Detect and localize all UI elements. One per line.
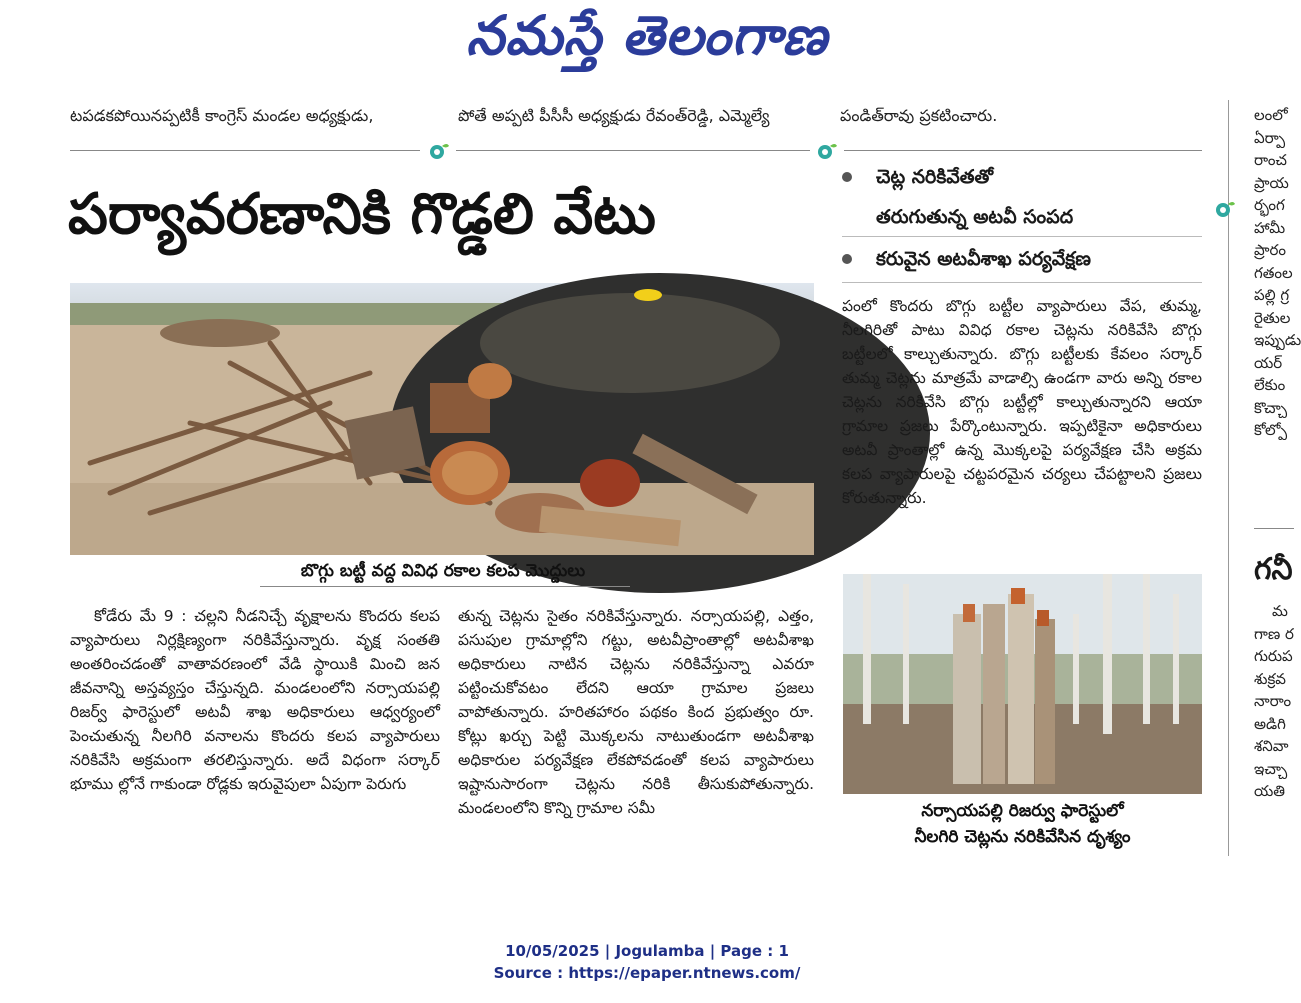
adjacent-article-headline: గనీ [1254,552,1293,587]
newspaper-title: నమస్తే తెలంగాణ [466,4,828,67]
footer-source-link[interactable]: Source : https://epaper.ntnews.com/ [493,964,801,982]
previous-story-col2: పోతే అప్పటి పీసీసీ అధ్యక్షుడు రేవంత్‌రెడ్డి, ఎమ్మెల్యే [458,106,770,125]
previous-story-col3: పండిత్‌రావు ప్రకటించారు. [840,106,998,125]
article-body-col3: పంలో కొందరు బొగ్గు బట్టీల వ్యాపారులు వేప, తుమ్మ, నీలగిరితో పాటు వివిధ రకాల చెట్లను నరికివేసి బొగ్గు బట్టీలలో కాల్చుతున్నారు. బొగ్గు బట్టీలకు కేవలం సర్కార్ తుమ్మ చెట్లను మాత్రమే వాడాల్సి ఉండగా వారు అన్ని రకాల చెట్లను నరికివేసి బొగ్గు బట్టీల్లో కాల్చుతున్నారని ఆయా గ్రామాల ప్రజలు పేర్కొంటున్నారు. ఇప్పటికైనా అధికారులు అటవీ ప్రాంతాల్లో ఉన్న మొక్కలపై పర్యవేక్షణ చేసి అక్రమ కలప వ్యాపారులపై చట్టపరమైన చర్యలు చేపట్టాలని ప్రజలు కోరుతున్నారు. [842,297,1202,507]
footer-date-edition: 10/05/2025 | Jogulamba | Page : 1 [505,942,789,960]
previous-story-col1: టపడకపోయినప్పటికీ కాంగ్రెస్ మండల అధ్యక్షుడు, [70,106,374,125]
leaf-icon [428,140,450,162]
highlight-item: కరువైన అటవీశాఖ పర్యవేక్షణ [842,246,1202,272]
article-body-col2: తున్న చెట్లను సైతం నరికివేస్తున్నారు. నర్సాయపల్లి, ఎత్తం, పసుపుల గ్రామాల్లోని గట్టు, అటవీప్రాంతాల్లో అటవీశాఖ అధికారులు నాటిన చెట్లను నరికివేస్తున్నా ఎవరూ పట్టించుకోవటం లేదని ఆయా గ్రామాల ప్రజలు వాపోతున్నారు. హరితహారం పథకం కింద ప్రభుత్వం రూ. కోట్లు ఖర్చు పెట్టి మొక్కలను నాటుతుండగా అటవీశాఖ అధికారుల పర్యవేక్షణ లేకపోవడంతో కలప వ్యాపారులు ఇష్టానుసారంగా చెట్లను నరికి తీసుకుపోతున్నారు. మండలంలోని కొన్ని గ్రామాల సమీ [458,607,814,817]
article-body-col1: కోడేరు మే 9 : చల్లని నీడనిచ్చే వృక్షాలను కొందరు కలప వ్యాపారులు నిర్లక్షిణ్యంగా నరికివేస్తున్నారు. వృక్ష సంతతి అంతరించడంతో వాతావరణంలో వేడి స్థాయికి మించి జన జీవనాన్ని అస్తవ్యస్తం చేస్తున్నది. మండలంలోని నర్సాయపల్లి రిజర్వ్ ఫారెస్టులో అటవీ శాఖ అధికారులు ఆధ్వర్యంలో పెంచుతున్న నీలగిరి వనాలను కొందరు కలప వ్యాపారులు నరికివేసి అక్రమంగా తరలిస్తున్నారు. అదే విధంగా సర్కార్ భూము ల్లోనే గాకుండా రోడ్లకు ఇరువైపులా ఏపుగా పెరుగు [70,607,440,793]
masthead [0,0,1294,88]
photo1-caption: బొగ్గు బట్టీ వద్ద వివిధ రకాల కలప మొద్దులు [300,561,586,581]
article-headline: పర్యావరణానికి గొడ్డలి వేటు [68,182,656,247]
bullet-icon [842,172,852,182]
bullet-icon [842,254,852,264]
photo-cut-eucalyptus [843,574,1202,794]
photo-logs-at-kiln [70,283,814,555]
leaf-icon [816,140,838,162]
highlight-divider [842,236,1202,237]
divider-line [844,150,1202,151]
highlight-divider [842,282,1202,283]
divider-line [456,150,810,151]
adjacent-article-top: లంలో ఏర్పా రాంచ ప్రాయ ర్భంగ హామీ ప్రారం గతంల పల్లి గ్ర రైతుల ఇప్పుడు యర్ లేకుం కొచ్చా కోల్పో [1254,106,1301,439]
adjacent-divider [1254,528,1294,529]
article-highlights [842,164,1202,288]
leaf-icon [1214,198,1236,220]
photo2-caption: నర్సాయపల్లి రిజర్వు ఫారెస్టులో నీలగిరి చెట్లను నరికివేసిన దృశ్యం [914,801,1131,847]
adjacent-article-bottom: మ గాణ ర గురుప శుక్రవ నారాం అడిగి శనివా ఇచ్చా యతి [1254,602,1294,800]
divider-line [70,150,420,151]
page-footer [0,940,1294,984]
highlight-item: చెట్ల నరికివేతతో తరుగుతున్న అటవీ సంపద [842,164,1202,230]
caption-underline [260,586,630,587]
